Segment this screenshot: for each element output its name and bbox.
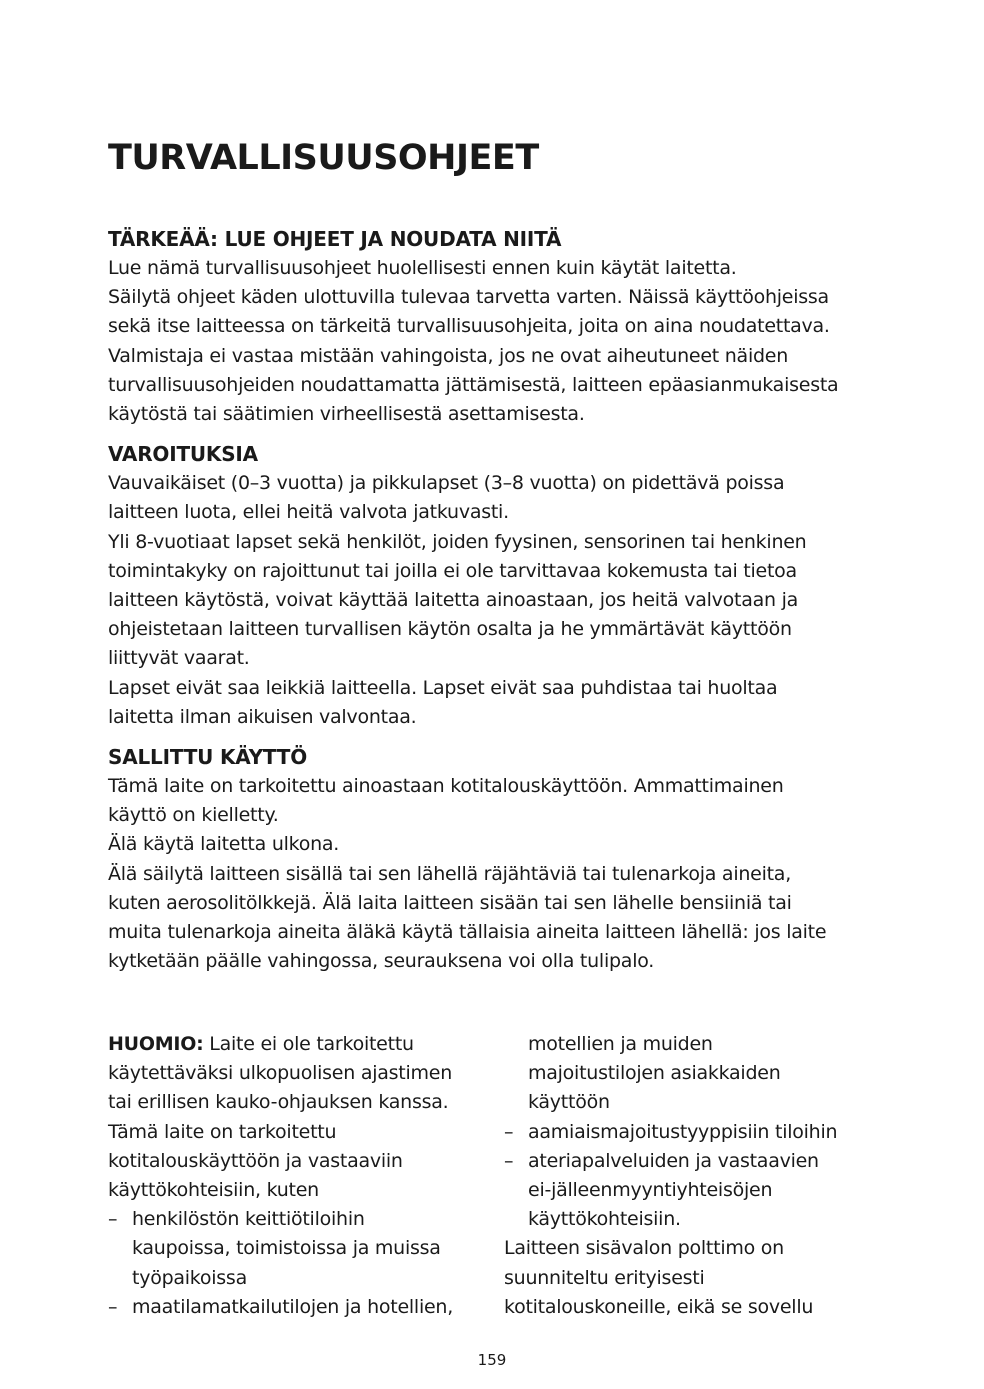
text-line: toimintakyky on rajoittunut tai joilla ei ole tarvittavaa kokemusta tai tietoa	[108, 559, 797, 582]
text-line: käyttöön	[528, 1091, 610, 1114]
text-line: työpaikoissa	[132, 1266, 247, 1289]
main-content	[108, 224, 908, 986]
text-line: Valmistaja ei vastaa mistään vahingoista, jos ne ovat aiheutuneet näiden	[108, 344, 789, 367]
section-important	[108, 224, 908, 429]
section-heading: SALLITTU KÄYTTÖ	[108, 745, 308, 770]
text-line: Älä säilytä laitteen sisällä tai sen lähellä räjähtäviä tai tulenarkoja aineita,	[108, 862, 791, 885]
dash-bullet: –	[504, 1149, 514, 1172]
notice-column-left	[108, 1030, 483, 1322]
list-item	[108, 1205, 483, 1293]
text-line: Laitteen sisävalon polttimo on	[504, 1237, 784, 1260]
text-line: käyttö on kielletty.	[108, 804, 279, 827]
text-line: kotitalouskäyttöön ja vastaaviin	[108, 1149, 403, 1172]
text-line: laitteen käytöstä, voivat käyttää laitetta ainoastaan, jos heitä valvotaan ja	[108, 589, 798, 612]
text-line: Tämä laite on tarkoitettu	[108, 1120, 337, 1143]
text-line: laitetta ilman aikuisen valvontaa.	[108, 705, 417, 728]
notice-column-right	[504, 1030, 884, 1322]
text-line: ohjeistetaan laitteen turvallisen käytön osalta ja he ymmärtävät käyttöön	[108, 618, 792, 641]
page-title: TURVALLISUUSOHJEET	[108, 138, 539, 178]
text-line: käyttökohteisiin.	[528, 1208, 681, 1231]
text-line: aamiaismajoitustyyppisiin tiloihin	[528, 1120, 838, 1143]
dash-bullet: –	[504, 1120, 514, 1143]
dash-bullet: –	[108, 1208, 118, 1231]
text-line: kotitalouskoneille, eikä se sovellu	[504, 1295, 814, 1318]
text-line: Säilytä ohjeet käden ulottuvilla tulevaa tarvetta varten. Näissä käyttöohjeissa	[108, 286, 829, 309]
list-item	[504, 1118, 884, 1147]
text-line: muita tulenarkoja aineita äläkä käytä tällaisia aineita laitteen lähellä: jos laite	[108, 921, 827, 944]
text-line: motellien ja muiden	[528, 1033, 713, 1055]
text-line: Tämä laite on tarkoitettu ainoastaan kotitalouskäyttöön. Ammattimainen	[108, 775, 784, 798]
text-line: maatilamatkailutilojen ja hotellien,	[132, 1295, 454, 1318]
section-heading: VAROITUKSIA	[108, 442, 258, 467]
text-segment: Laite ei ole tarkoitettu	[209, 1033, 414, 1055]
text-line: ei-jälleenmyyntiyhteisöjen	[528, 1179, 773, 1202]
text-line: Yli 8-vuotiaat lapset sekä henkilöt, joiden fyysinen, sensorinen tai henkinen	[108, 530, 807, 553]
text-line: tai erillisen kauko-ohjauksen kanssa.	[108, 1091, 449, 1114]
text-line: Lapset eivät saa leikkiä laitteella. Lapset eivät saa puhdistaa tai huoltaa	[108, 676, 778, 699]
list-item	[504, 1147, 884, 1235]
text-line: laitteen luota, ellei heitä valvota jatkuvasti.	[108, 501, 509, 524]
section-permitted-use	[108, 742, 908, 976]
text-line: sekä itse laitteessa on tärkeitä turvallisuusohjeita, joita on aina noudatettava.	[108, 315, 830, 338]
text-line: käytöstä tai säätimien virheellisestä asettamisesta.	[108, 403, 585, 426]
text-line: liittyvät vaarat.	[108, 647, 250, 670]
text-line: kuten aerosolitölkkejä. Älä laita laitteen sisään tai sen lähelle bensiiniä tai	[108, 891, 792, 914]
text-line: Lue nämä turvallisuusohjeet huolellisesti ennen kuin käytät laitetta.	[108, 257, 737, 279]
section-heading: TÄRKEÄÄ: LUE OHJEET JA NOUDATA NIITÄ	[108, 227, 562, 251]
list-item	[108, 1293, 483, 1322]
text-line: käytettäväksi ulkopuolisen ajastimen	[108, 1062, 453, 1085]
section-warnings	[108, 439, 908, 732]
text-line: Vauvaikäiset (0–3 vuotta) ja pikkulapset (3–8 vuotta) on pidettävä poissa	[108, 472, 785, 495]
text-line: kaupoissa, toimistoissa ja muissa	[132, 1237, 441, 1260]
text-line: kytketään päälle vahingossa, seurauksena voi olla tulipalo.	[108, 950, 655, 973]
text-line	[108, 1030, 483, 1059]
text-line: majoitustilojen asiakkaiden	[528, 1062, 781, 1085]
dash-bullet: –	[108, 1295, 118, 1318]
text-line: henkilöstön keittiötiloihin	[132, 1208, 365, 1231]
text-line: käyttökohteisiin, kuten	[108, 1179, 319, 1202]
text-line: Älä käytä laitetta ulkona.	[108, 833, 340, 856]
page-number: 159	[477, 1351, 507, 1369]
text-line: suunniteltu erityisesti	[504, 1266, 705, 1289]
notice-label: HUOMIO:	[108, 1033, 204, 1055]
text-line: ateriapalveluiden ja vastaavien	[528, 1149, 819, 1172]
text-line: turvallisuusohjeiden noudattamatta jättämisestä, laitteen epäasianmukaisesta	[108, 373, 839, 396]
